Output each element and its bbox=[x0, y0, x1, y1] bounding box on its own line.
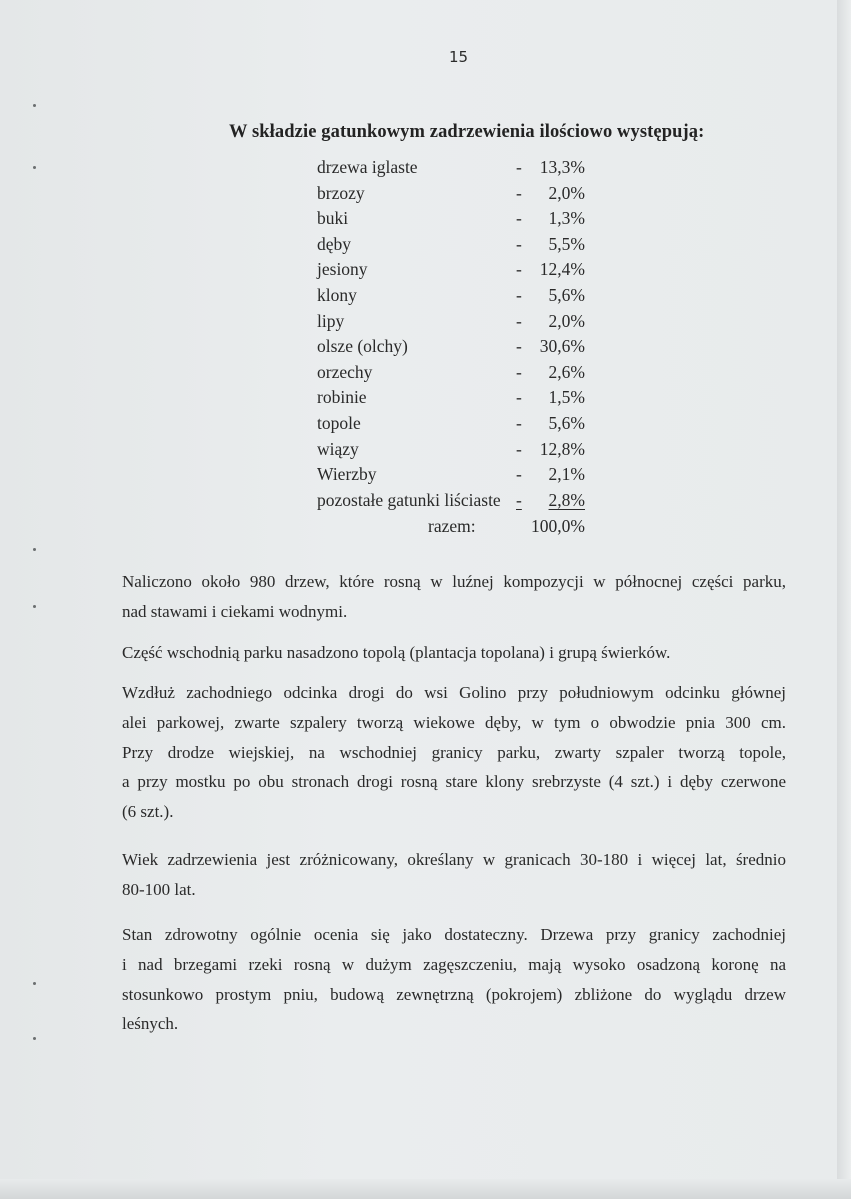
species-row bbox=[317, 182, 597, 208]
species-share: 13,3% bbox=[539, 157, 585, 177]
species-dash: - bbox=[516, 182, 522, 203]
species-share: 12,8% bbox=[539, 438, 585, 459]
species-share: 30,6% bbox=[539, 336, 585, 357]
paragraph-tree-age bbox=[122, 845, 786, 905]
species-row bbox=[317, 258, 597, 284]
species-dash: - bbox=[516, 464, 522, 485]
species-name: topole bbox=[317, 412, 361, 433]
species-row bbox=[317, 438, 597, 464]
species-dash: - bbox=[516, 259, 522, 280]
binder-mark bbox=[33, 104, 36, 107]
species-row bbox=[317, 233, 597, 259]
species-name: klony bbox=[317, 284, 357, 305]
species-row bbox=[317, 361, 597, 387]
species-name: jesiony bbox=[317, 259, 368, 280]
species-name: Wierzby bbox=[317, 464, 377, 485]
species-share: 5,5% bbox=[548, 233, 585, 254]
species-row bbox=[317, 463, 597, 489]
text-line: alei parkowej, zwarte szpalery tworzą wiekowe dęby, w tym o obwodzie pnia 300 cm. bbox=[122, 712, 786, 732]
binder-mark bbox=[33, 548, 36, 551]
text-line: Przy drodze wiejskiej, na wschodniej granicy parku, zwarty szpaler tworzą topole, bbox=[122, 742, 786, 762]
page-number: 15 bbox=[449, 48, 469, 66]
text-line: Wiek zadrzewienia jest zróżnicowany, określany w granicach 30-180 i więcej lat, średnio bbox=[122, 850, 786, 869]
species-dash: - bbox=[516, 208, 522, 229]
species-dash: - bbox=[516, 310, 522, 331]
species-row bbox=[317, 284, 597, 310]
species-name: dęby bbox=[317, 233, 352, 254]
text-line: stosunkowo prostym pniu, budową zewnętrzną (pokrojem) zbliżone do wyglądu drzew bbox=[122, 984, 786, 1004]
binder-mark bbox=[33, 1037, 36, 1040]
species-dash: - bbox=[516, 361, 522, 382]
species-share: 1,5% bbox=[548, 387, 585, 408]
section-heading: W składzie gatunkowym zadrzewienia ilościowo występują: bbox=[229, 122, 705, 142]
species-name: buki bbox=[317, 208, 349, 229]
species-name: orzechy bbox=[317, 361, 373, 382]
text-line: i nad brzegami rzeki rosną w dużym zagęszczeniu, mają wysoko osadzoną koronę na bbox=[122, 954, 786, 974]
species-name: drzewa iglaste bbox=[317, 157, 418, 177]
binder-mark bbox=[33, 982, 36, 985]
total-value: 100,0% bbox=[531, 516, 585, 536]
text-line: (6 szt.). bbox=[122, 802, 174, 822]
paragraph-oak-rows bbox=[122, 678, 786, 827]
total-row bbox=[317, 516, 597, 540]
species-share: 2,0% bbox=[548, 310, 585, 331]
species-dash: - bbox=[516, 438, 522, 459]
species-name: olsze (olchy) bbox=[317, 336, 408, 357]
species-share: 5,6% bbox=[548, 412, 585, 433]
species-dash: - bbox=[516, 284, 522, 305]
species-name: wiązy bbox=[317, 438, 359, 459]
paragraph-health-state bbox=[122, 920, 786, 1039]
species-share: 2,0% bbox=[548, 182, 585, 203]
species-row bbox=[317, 412, 597, 438]
species-share: 2,8% bbox=[548, 489, 585, 510]
species-row bbox=[317, 335, 597, 361]
species-dash: - bbox=[516, 233, 522, 254]
species-dash: - bbox=[516, 387, 522, 408]
species-share: 2,6% bbox=[548, 361, 585, 382]
species-composition-list bbox=[317, 156, 597, 514]
page-edge-bottom bbox=[0, 1179, 851, 1199]
species-name: pozostałe gatunki liściaste bbox=[317, 489, 501, 510]
page-edge-right bbox=[837, 0, 851, 1199]
total-label: razem: bbox=[428, 516, 476, 536]
text-line: nad stawami i ciekami wodnymi. bbox=[122, 601, 348, 621]
species-dash: - bbox=[516, 412, 522, 433]
species-row bbox=[317, 489, 597, 515]
species-share: 2,1% bbox=[548, 464, 585, 485]
species-share: 1,3% bbox=[548, 208, 585, 229]
binder-mark bbox=[33, 166, 36, 169]
binder-mark bbox=[33, 605, 36, 608]
text-line: Część wschodnią parku nasadzono topolą (plantacja topolana) i grupą świerków. bbox=[122, 643, 671, 662]
species-share: 5,6% bbox=[548, 284, 585, 305]
species-dash: - bbox=[516, 336, 522, 357]
species-row bbox=[317, 310, 597, 336]
text-line: a przy mostku po obu stronach drogi rosną stare klony srebrzyste (4 szt.) i dęby czerwone bbox=[122, 772, 786, 792]
species-row bbox=[317, 156, 597, 182]
species-name: lipy bbox=[317, 310, 345, 331]
species-name: brzozy bbox=[317, 182, 365, 203]
species-row bbox=[317, 386, 597, 412]
species-row bbox=[317, 207, 597, 233]
text-line: Naliczono około 980 drzew, które rosną w luźnej kompozycji w północnej części parku, bbox=[122, 572, 786, 591]
paragraph-tree-count bbox=[122, 567, 786, 627]
paragraph-east-part bbox=[122, 638, 786, 668]
species-name: robinie bbox=[317, 387, 367, 408]
text-line: Wzdłuż zachodniego odcinka drogi do wsi Golino przy południowym odcinku głównej bbox=[122, 683, 786, 702]
species-dash: - bbox=[516, 157, 522, 177]
text-line: 80-100 lat. bbox=[122, 879, 196, 899]
species-dash: - bbox=[516, 489, 522, 510]
text-line: leśnych. bbox=[122, 1014, 179, 1034]
text-line: Stan zdrowotny ogólnie ocenia się jako dostateczny. Drzewa przy granicy zachodniej bbox=[122, 925, 786, 944]
species-share: 12,4% bbox=[539, 259, 585, 280]
